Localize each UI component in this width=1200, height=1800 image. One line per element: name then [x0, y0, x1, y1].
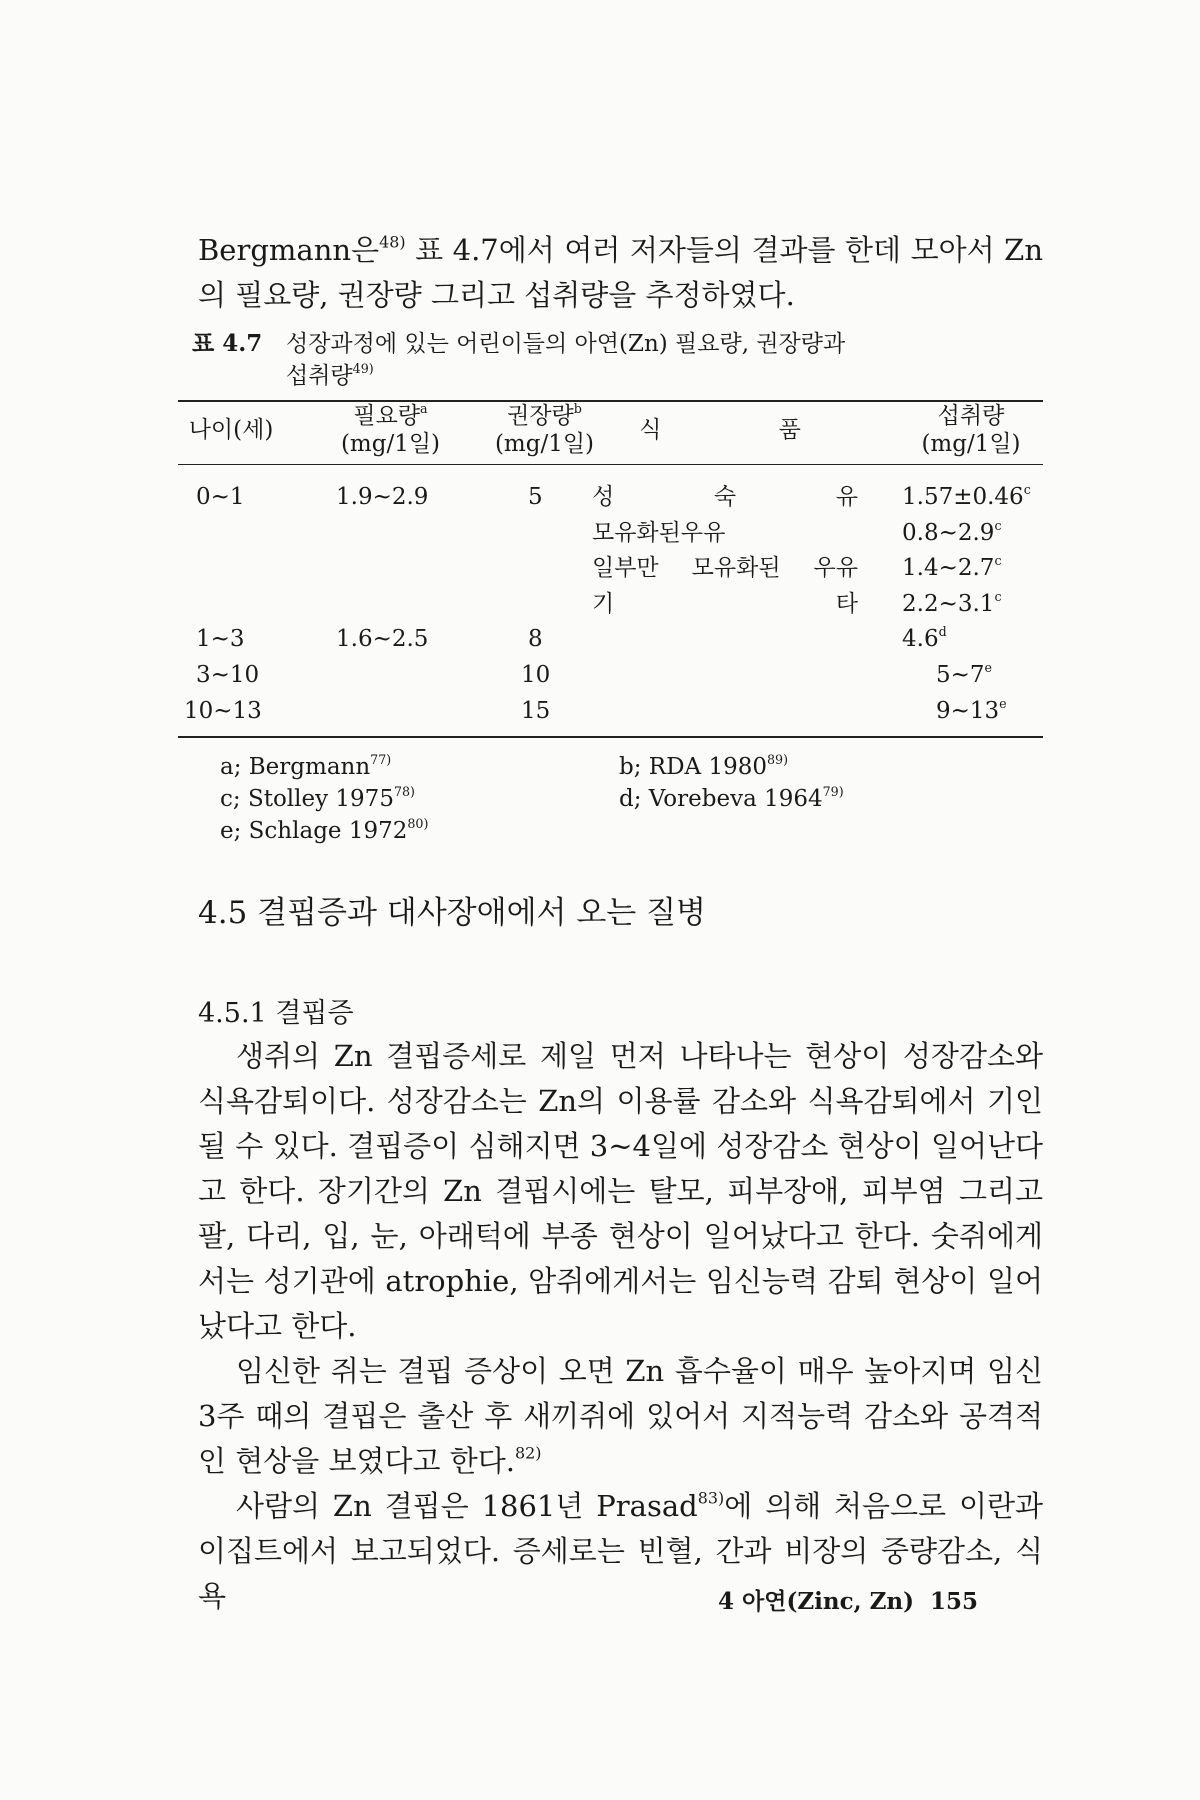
row-3-rec: 15 [521, 698, 551, 724]
intake-0-value: 1.57±0.46 [902, 484, 1024, 510]
intake-5-mark: e [984, 659, 993, 675]
intake-4-value: 4.6 [902, 626, 939, 652]
intake-1-value: 0.8~2.9 [902, 520, 995, 546]
header-rec-mark: b [573, 400, 582, 416]
table-header-rule [178, 464, 1043, 465]
body-paragraph-1: 생쥐의 Zn 결핍증세로 제일 먼저 나타나는 현상이 성장감소와 식욕감퇴이다. 성장감소는 Zn의 이용률 감소와 식욕감퇴에서 기인될 수 있다. 결핍증이 심해지면 3~4일에 성장감소 현상이 일어난다고 한다. 장기간의 Zn 결핍시에는 탈모, 피부장애, 피부염 그리고 팔, 다리, 입, 눈, 아래턱에 부종 현상이 일어났다고 한다. 숫쥐에게서는 성기관에 atrophie, 암쥐에게서는 임신능력 감퇴 현상이 일어났다고 한다. [198, 1039, 1043, 1343]
note-d [619, 785, 844, 813]
body-paragraph-2 [198, 1349, 1043, 1484]
row-2-rec: 10 [521, 662, 551, 688]
note-d-text: d; Vorebeva 1964 [619, 786, 823, 812]
header-rec-unit: (mg/1일) [494, 431, 595, 457]
note-e-ref: 80) [407, 815, 429, 831]
row-1-age: 1~3 [196, 626, 245, 652]
header-intake-text: 섭취량 [937, 403, 1005, 429]
note-e [220, 817, 428, 845]
row-0-rec: 5 [528, 484, 543, 510]
intake-0 [902, 483, 1031, 511]
body-paragraph-3-text-a: 사람의 Zn 결핍은 1861년 Prasad [236, 1489, 698, 1523]
note-a-ref: 77) [370, 751, 392, 767]
intake-4-mark: d [938, 623, 947, 639]
intake-3-mark: c [994, 588, 1002, 604]
body-paragraph-3-text-b: 에 의해 처음으로 이란과 이집트에서 보고되었다. 증세로는 빈혈, 간과 비장의 중량감소, 식욕 [198, 1489, 1043, 1613]
header-food [600, 416, 840, 444]
caption-line-1: 성장과정에 있는 어린이들의 아연(Zn) 필요량, 권장량과 [286, 331, 846, 357]
intro-paragraph [198, 228, 1043, 318]
intake-5-value: 5~7 [936, 662, 985, 688]
table-bottom-rule [178, 736, 1043, 738]
subsection-title: 4.5.1 결핍증 [198, 998, 354, 1029]
header-age-text: 나이(세) [188, 417, 274, 443]
note-d-ref: 79) [822, 783, 844, 799]
header-need-text: 필요량 [353, 403, 421, 429]
intake-3-value: 2.2~3.1 [902, 591, 995, 617]
table-caption [192, 328, 845, 392]
intake-3 [902, 590, 1002, 618]
note-e-text: e; Schlage 1972 [220, 818, 408, 844]
header-intake [896, 402, 1046, 458]
note-a [220, 753, 391, 781]
food-0: 성 숙 유 [592, 484, 858, 510]
intake-4 [902, 625, 947, 653]
food-2: 일부만 모유화된 우유 [592, 555, 858, 581]
intake-6-value: 9~13 [936, 698, 1000, 724]
body-paragraph-3-ref: 83) [697, 1488, 725, 1508]
intake-0-mark: c [1023, 481, 1031, 497]
note-b-ref: 89) [767, 751, 789, 767]
intro-text-a: Bergmann은 [198, 233, 380, 267]
header-rec [472, 402, 617, 458]
row-1-need: 1.6~2.5 [336, 626, 429, 652]
intake-1-mark: c [994, 517, 1002, 533]
row-3-age: 10~13 [184, 698, 262, 724]
row-0-age: 0~1 [196, 484, 245, 510]
row-0-need: 1.9~2.9 [336, 484, 429, 510]
note-c-ref: 78) [393, 783, 415, 799]
body-paragraph-2-text: 임신한 쥐는 결핍 증상이 오면 Zn 흡수율이 매우 높아지며 임신 3주 때의 결핍은 출산 후 새끼쥐에 있어서 지적능력 감소와 공격적인 현상을 보였다고 한다. [198, 1354, 1043, 1478]
header-need-unit: (mg/1일) [340, 431, 441, 457]
food-1: 모유화된우유 [592, 520, 726, 546]
intake-2-value: 1.4~2.7 [902, 555, 995, 581]
note-c-text: c; Stolley 1975 [220, 786, 394, 812]
footer-chapter: 4 아연(Zinc, Zn) [718, 1588, 914, 1615]
intro-ref: 48) [379, 232, 406, 252]
caption-line-2 [192, 360, 845, 392]
intake-2 [902, 554, 1002, 582]
note-c [220, 785, 415, 813]
header-intake-unit: (mg/1일) [921, 431, 1021, 457]
header-rec-text: 권장량 [507, 403, 574, 429]
table-label: 표 4.7 [192, 330, 263, 357]
intake-6 [936, 697, 1007, 725]
row-2-age: 3~10 [196, 662, 260, 688]
intake-6-mark: e [999, 695, 1007, 711]
header-age [176, 416, 286, 444]
intake-2-mark: c [994, 552, 1002, 568]
header-need [318, 402, 463, 458]
page-footer [718, 1587, 978, 1617]
note-b [619, 753, 788, 781]
page-number: 155 [930, 1588, 979, 1615]
row-1-rec: 8 [528, 626, 543, 652]
note-b-text: b; RDA 1980 [619, 754, 767, 780]
header-need-mark: a [420, 400, 428, 416]
section-title: 4.5 결핍증과 대사장애에서 오는 질병 [198, 895, 706, 931]
note-a-text: a; Bergmann [220, 754, 371, 780]
intake-1 [902, 519, 1002, 547]
intro-text-b: 표 4.7에서 여러 저자들의 결과를 한데 모아서 Zn의 필요량, 권장량 그리고 섭취량을 추정하였다. [198, 233, 1043, 312]
caption-ref: 49) [352, 360, 374, 376]
body-paragraph-2-ref: 82) [515, 1443, 542, 1463]
caption-line-2-text: 섭취량 [286, 363, 353, 389]
food-3: 기 타 [592, 591, 858, 617]
header-food-text: 식 품 [639, 417, 801, 443]
intake-5 [936, 661, 992, 689]
